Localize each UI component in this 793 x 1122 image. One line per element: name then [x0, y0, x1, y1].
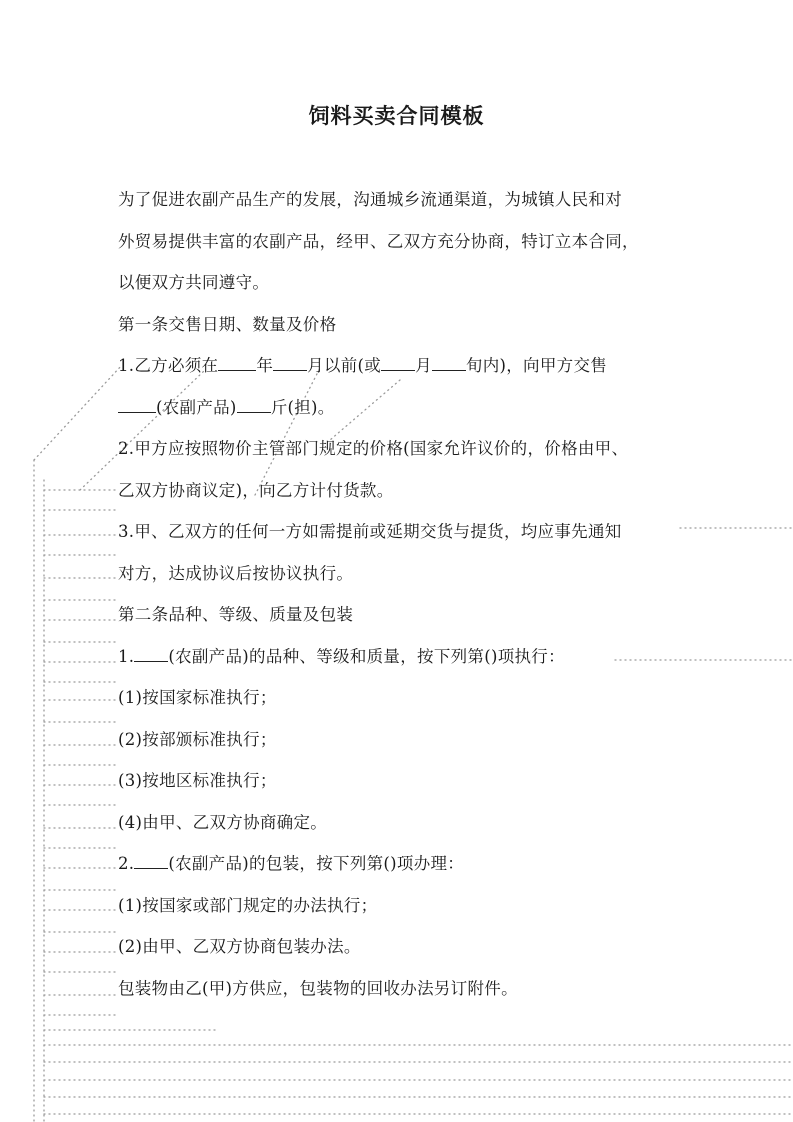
list-item: (1)按国家或部门规定的办法执行；: [118, 895, 378, 915]
fill-in-blank[interactable]: [118, 396, 156, 413]
clause-text: 斤(担)。: [270, 397, 335, 417]
clause-text: (农副产品)的包装，按下列第()项办理：: [168, 854, 465, 873]
paragraph-line: 以便双方共同遵守。: [118, 273, 270, 292]
list-item: (3)按地区标准执行；: [118, 771, 277, 790]
clause-text: 1.: [118, 646, 135, 666]
section-heading: 第一条交售日期、数量及价格: [118, 314, 337, 334]
clause-line: 包装物由乙(甲)方供应，包装物的回收办法另订附件。: [118, 978, 518, 998]
clause-text: (农副产品)的品种、等级和质量，按下列第()项执行：: [168, 646, 565, 666]
paragraph-line: 外贸易提供丰富的农副产品，经甲、乙双方充分协商，特订立本合同，: [118, 231, 639, 251]
clause-line: 对方，达成协议后按协议执行。: [118, 563, 354, 583]
fill-in-blank[interactable]: [237, 396, 271, 413]
clause-text: 月: [415, 356, 432, 375]
clause-text: 旬内)，向甲方交售: [465, 356, 608, 375]
clause-line: [118, 849, 678, 891]
section-heading: 第二条品种、等级、质量及包装: [118, 605, 354, 624]
clause-line: [118, 642, 678, 684]
clause-text: 月以前(或: [307, 356, 382, 375]
list-item: (4)由甲、乙双方协商确定。: [118, 812, 328, 832]
contract-body: [118, 185, 678, 1015]
page-title: 饲料买卖合同模板: [308, 103, 485, 128]
clause-line: 2.甲方应按照物价主管部门规定的价格(国家允许议价的，价格由甲、: [118, 439, 629, 458]
clause-text: 年: [256, 356, 274, 375]
clause-text: (农副产品): [156, 397, 237, 417]
clause-text: 1.乙方必须在: [118, 356, 219, 375]
clause-line: 3.甲、乙双方的任何一方如需提前或延期交货与提货，均应事先通知: [118, 522, 622, 541]
list-item: (2)由甲、乙双方协商包装办法。: [118, 937, 361, 956]
fill-in-blank[interactable]: [218, 354, 256, 371]
paragraph-line: 为了促进农副产品生产的发展，沟通城乡流通渠道，为城镇人民和对: [118, 190, 622, 209]
fill-in-blank[interactable]: [134, 852, 168, 869]
fill-in-blank[interactable]: [381, 354, 415, 371]
list-item: (1)按国家标准执行；: [118, 688, 277, 707]
clause-text: 2.: [118, 854, 135, 873]
fill-in-blank[interactable]: [432, 354, 466, 371]
list-item: (2)按部颁标准执行；: [118, 729, 277, 749]
clause-line: [118, 351, 678, 393]
clause-line: 乙双方协商议定)，向乙方计付货款。: [118, 480, 394, 500]
fill-in-blank[interactable]: [134, 645, 168, 662]
fill-in-blank[interactable]: [273, 354, 307, 371]
clause-line: [118, 393, 678, 435]
